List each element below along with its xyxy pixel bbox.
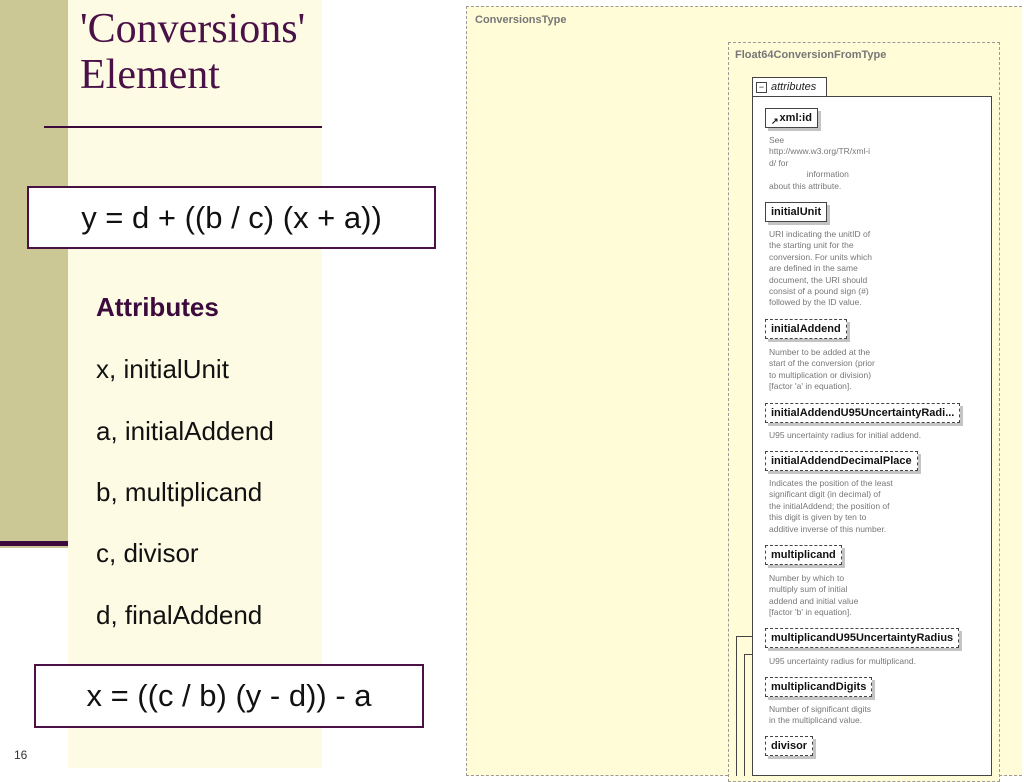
attributes-heading: Attributes [96,292,219,322]
attr-initial-unit[interactable]: initialUnit [765,202,827,222]
attributes-tab[interactable] [752,77,827,96]
forward-formula: y = d + ((b / c) (x + a)) [27,186,436,249]
attr-divisor[interactable]: divisor [765,736,813,756]
outer-type-label: ConversionsType [475,14,567,26]
attr-xml-id-label: xml:id [779,112,812,124]
attr-multiplicand-u95[interactable]: multiplicandU95UncertaintyRadius [765,628,959,648]
attr-multiplicand[interactable]: multiplicand [765,545,842,565]
attribute-item-b: b, multiplicand [96,477,263,507]
attr-xml-id[interactable] [765,108,818,128]
inverse-formula: x = ((c / b) (y - d)) - a [34,664,424,728]
attr-initial-addend-u95-desc: U95 uncertainty radius for initial addend. [769,430,922,440]
attr-multiplicand-u95-desc: U95 uncertainty radius for multiplicand. [769,656,916,666]
connector-line [736,636,752,637]
attribute-item-d: d, finalAddend [96,600,263,630]
attr-initial-addend-u95[interactable]: initialAddendU95UncertaintyRadi... [765,403,960,423]
attr-initial-addend-decimal-place-desc: Indicates the position of the least significant digit (in decimal) of the initialAddend; the position of this digit is given by ten to additive inverse of this number. [769,478,893,534]
attribute-item-x: x, initialUnit [96,354,229,384]
attr-initial-addend[interactable]: initialAddend [765,319,847,339]
attr-multiplicand-desc: Number by which to multiply sum of initial addend and initial value [factor 'b' in equation]. [769,573,859,618]
slide-title-line-2: Element [80,52,220,98]
attributes-tab-label: attributes [771,81,817,93]
attr-initial-addend-decimal-place[interactable]: initialAddendDecimalPlace [765,451,918,471]
left-accent-strip [0,0,68,548]
attr-initial-addend-desc: Number to be added at the start of the conversion (prior to multiplication or division) [factor 'a' in equation]. [769,347,875,392]
connector-line [744,654,752,655]
page-number: 16 [14,748,28,762]
attr-xml-id-desc: See http://www.w3.org/TR/xml-i d/ for information about this attribute. [769,135,871,191]
slide-title [80,6,305,98]
attribute-item-c: c, divisor [96,538,199,568]
inner-type-label: Float64ConversionFromType [735,49,887,61]
attribute-item-a: a, initialAddend [96,416,274,446]
attr-multiplicand-digits[interactable]: multiplicandDigits [765,677,872,697]
connector-line [736,636,737,776]
attr-multiplicand-digits-desc: Number of significant digits in the multiplicand value. [769,704,872,726]
slide-title-line-1: 'Conversions' [80,6,306,52]
collapse-icon[interactable]: − [756,82,767,93]
connector-line [744,654,745,776]
link-arrow-icon: ↗ [771,116,779,126]
attr-initial-unit-desc: URI indicating the unitID of the starting unit for the conversion. For units which are defined in the same document, the URI should consist of a pound sign (#) followed by the ID value. [769,229,872,308]
left-accent-bar [0,541,68,546]
title-underline [44,126,322,128]
